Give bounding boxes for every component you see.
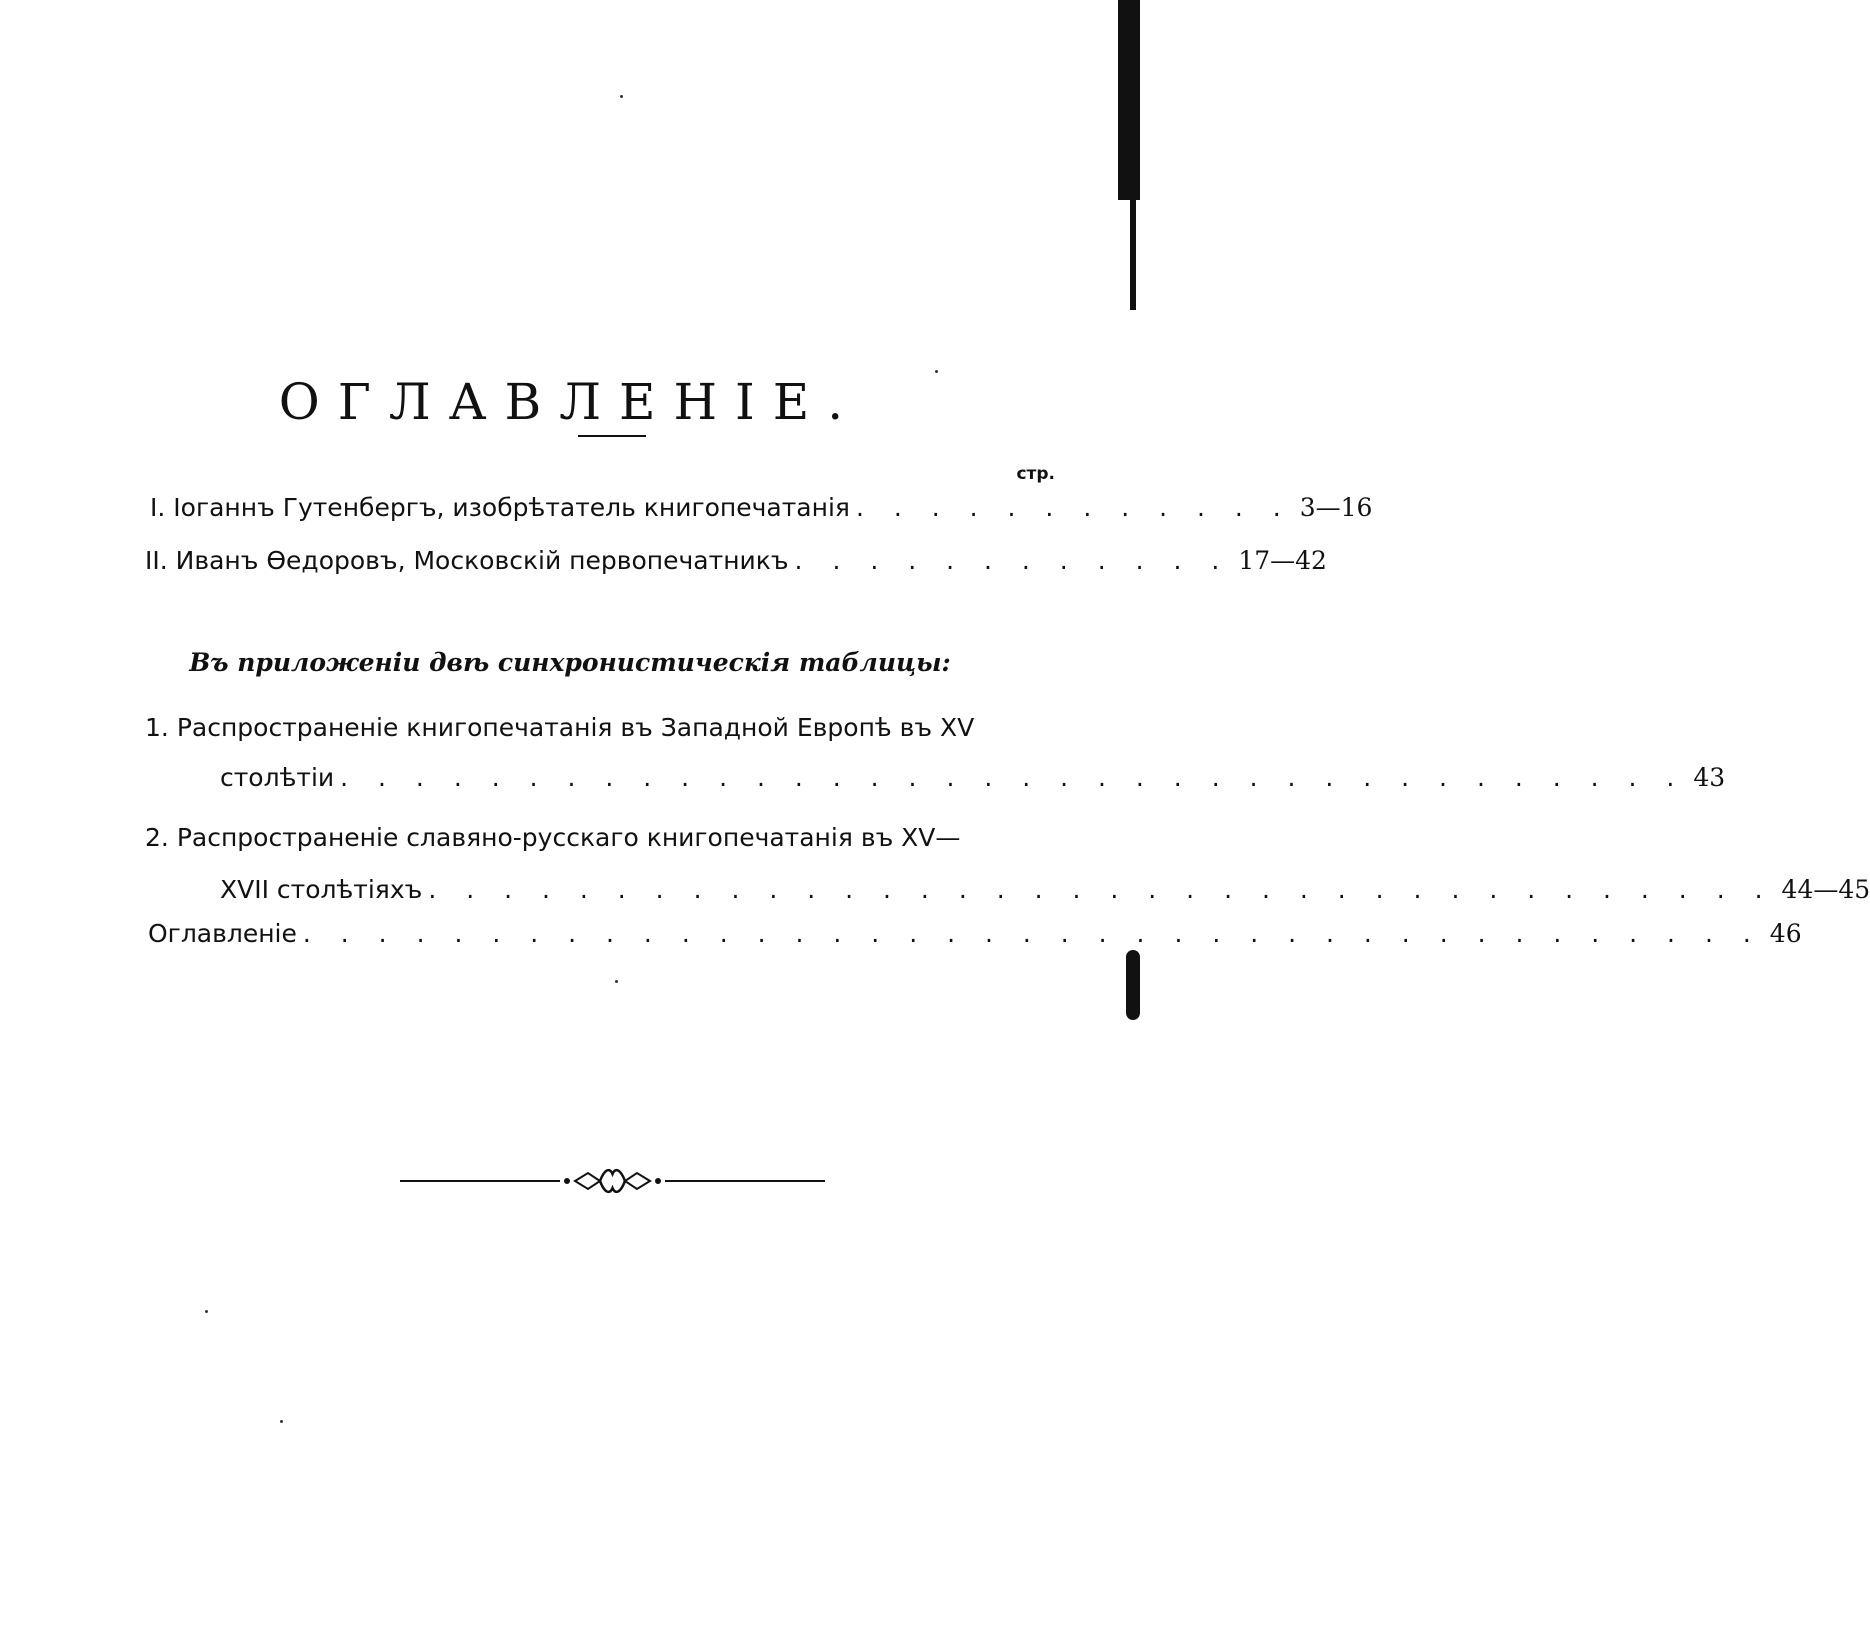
toc-leader-dots: . . . . . . . . . . . . . . . . . . . . . . . . . . . . . . . . . . . . . . .: [302, 919, 1762, 948]
appendix-entry-2-line-1[interactable]: [145, 822, 960, 854]
appendix-entry-title: Распространеніе славяно-русскаго книгопечатанія въ XV—: [176, 823, 961, 852]
toc-entry-pages: 44—45: [1781, 875, 1870, 904]
toc-entry-label: [150, 492, 850, 524]
toc-entry-pages: 46: [1769, 919, 1802, 948]
page-edge-shadow: [1126, 950, 1140, 1020]
scan-speck: [615, 980, 618, 983]
title-rule: [578, 435, 646, 437]
toc-leader-dots: . . . . . . . . . . . . . . . . . . . . . . . . . . . . . . . . . . . .: [428, 875, 1774, 904]
appendix-entry-1-line-1[interactable]: [145, 712, 974, 744]
toc-entry-number: II.: [145, 546, 168, 575]
appendix-entry-number: 2.: [145, 823, 169, 852]
page-edge-shadow: [1130, 200, 1136, 310]
page-edge-shadow: [1118, 0, 1140, 200]
fleuron-divider-icon: [400, 1164, 825, 1198]
appendix-entry-title-continued: XVII столѣтіяхъ: [220, 875, 423, 904]
scan-speck: [280, 1420, 283, 1423]
toc-entry-title: Оглавленіе: [148, 919, 297, 948]
toc-entry-1[interactable]: [150, 492, 1373, 524]
appendix-heading: Въ приложеніи двѣ синхронистическія таблицы:: [189, 648, 951, 677]
page-title: ОГЛАВЛЕНІЕ.: [278, 372, 862, 431]
toc-leader-dots: . . . . . . . . . . . . . . . . . . . . . . . . . . . . . . . . . . . .: [340, 763, 1686, 792]
page-column-header: стр.: [1016, 464, 1055, 484]
toc-entry-pages: 43: [1693, 763, 1726, 792]
scan-speck: [205, 1310, 208, 1313]
toc-entry-pages: 3—16: [1299, 493, 1373, 522]
toc-entry-title: Иванъ Ѳедоровъ, Московскій первопечатникъ: [175, 546, 789, 575]
appendix-entry-title-continued: столѣтіи: [220, 763, 335, 792]
appendix-entry-number: 1.: [145, 713, 169, 742]
toc-entry-number: I.: [150, 493, 166, 522]
toc-leader-dots: . . . . . . . . . . . .: [794, 546, 1231, 575]
toc-entry-label: [145, 545, 789, 577]
appendix-entry-1-line-2[interactable]: [220, 762, 1726, 794]
toc-leader-dots: . . . . . . . . . . . .: [855, 493, 1292, 522]
toc-entry-contents[interactable]: [148, 918, 1802, 950]
toc-entry-title: Іоганнъ Гутенбергъ, изобрѣтатель книгопечатанія: [173, 493, 850, 522]
appendix-entry-title: Распространеніе книгопечатанія въ Западной Европѣ въ XV: [176, 713, 975, 742]
appendix-entry-2-line-2[interactable]: [220, 874, 1870, 906]
scan-speck: [620, 95, 623, 98]
toc-entry-pages: 17—42: [1238, 546, 1327, 575]
toc-entry-2[interactable]: [145, 545, 1327, 577]
